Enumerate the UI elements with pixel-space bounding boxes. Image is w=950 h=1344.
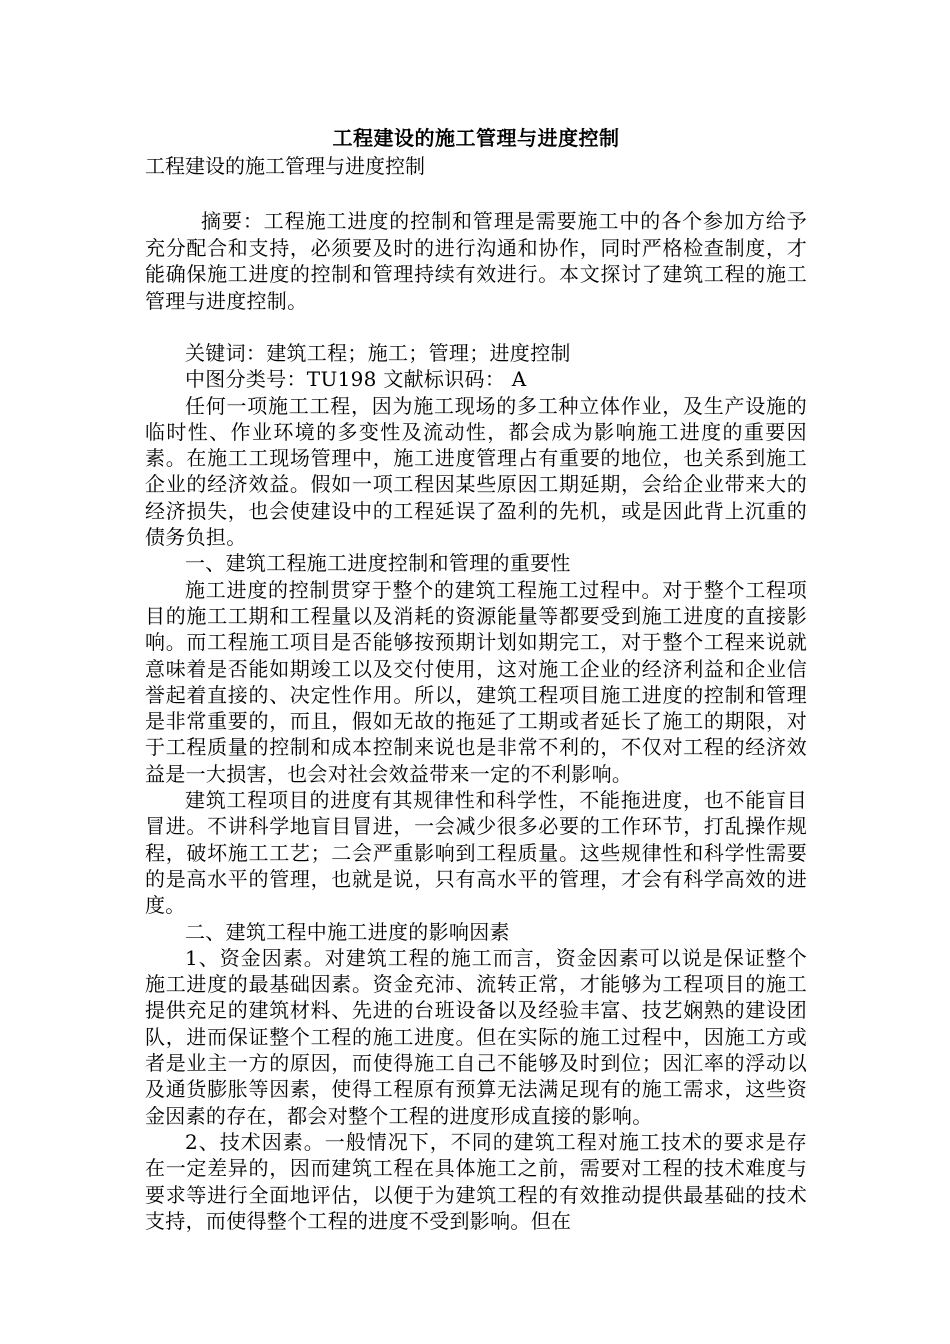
abstract-paragraph: 摘要：工程施工进度的控制和管理是需要施工中的各个参加方给予充分配合和支持，必须要及时的进行沟通和协作，同时严格检查制度，才能确保施工进度的控制和管理持续有效进行。本文探讨了建筑工程的施工管理与进度控制。 (145, 209, 807, 313)
section-1-paragraph-1: 施工进度的控制贯穿于整个的建筑工程施工过程中。对于整个工程项目的施工工期和工程量以及消耗的资源能量等都要受到施工进度的直接影响。而工程施工项目是否能够按预期计划如期完工，对于整个工程来说就意味着是否能如期竣工以及交付使用，这对施工企业的经济利益和企业信誉起着直接的、决定性作用。所以，建筑工程项目施工进度的控制和管理是非常重要的，而且，假如无故的拖延了工期或者延长了施工的期限，对于工程质量的控制和成本控制来说也是非常不利的，不仅对工程的经济效益是一大损害，也会对社会效益带来一定的不利影响。 (145, 577, 807, 786)
document-page (145, 124, 807, 1234)
section-2-paragraph-2: 2、技术因素。一般情况下，不同的建筑工程对施工技术的要求是存在一定差异的，因而建筑工程在具体施工之前，需要对工程的技术难度与要求等进行全面地评估，以便于为建筑工程的有效推动提供最基础的技术支持，而使得整个工程的进度不受到影响。但在 (145, 1129, 807, 1233)
document-title: 工程建设的施工管理与进度控制 (332, 126, 620, 150)
section-1-heading: 一、建筑工程施工进度控制和管理的重要性 (185, 551, 571, 576)
section-2-heading: 二、建筑工程中施工进度的影响因素 (185, 919, 510, 944)
intro-paragraph: 任何一项施工工程，因为施工现场的多工种立体作业，及生产设施的临时性、作业环境的多变性及流动性，都会成为影响施工进度的重要因素。在施工工现场管理中，施工进度管理占有重要的地位，也关系到施工企业的经济效益。假如一项工程因某些原因工期延期，会给企业带来大的经济损失，也会使建设中的工程延误了盈利的先机，或是因此背上沉重的债务负担。 (145, 393, 807, 550)
keywords-line: 关键词：建筑工程；施工；管理；进度控制 (185, 341, 571, 365)
section-2-paragraph-1: 1、资金因素。对建筑工程的施工而言，资金因素可以说是保证整个施工进度的最基础因素。资金充沛、流转正常，才能够为工程项目的施工提供充足的建筑材料、先进的台班设备以及经验丰富、技艺娴熟的建设团队，进而保证整个工程的施工进度。但在实际的施工过程中，因施工方或者是业主一方的原因，而使得施工自己不能够及时到位；因汇率的浮动以及通货膨胀等因素，使得工程原有预算无法满足现有的施工需求，这些资金因素的存在，都会对整个工程的进度形成直接的影响。 (145, 945, 807, 1128)
section-1-paragraph-2: 建筑工程项目的进度有其规律性和科学性，不能拖进度，也不能盲目冒进。不讲科学地盲目冒进，一会减少很多必要的工作环节，打乱操作规程，破坏施工工艺；二会严重影响到工程质量。这些规律性和科学性需要的是高水平的管理，也就是说，只有高水平的管理，才会有科学高效的进度。 (145, 788, 807, 918)
classification-line: 中图分类号：TU198 文献标识码： A (185, 367, 527, 392)
blank-line (145, 180, 807, 208)
document-subtitle: 工程建设的施工管理与进度控制 (145, 154, 425, 178)
